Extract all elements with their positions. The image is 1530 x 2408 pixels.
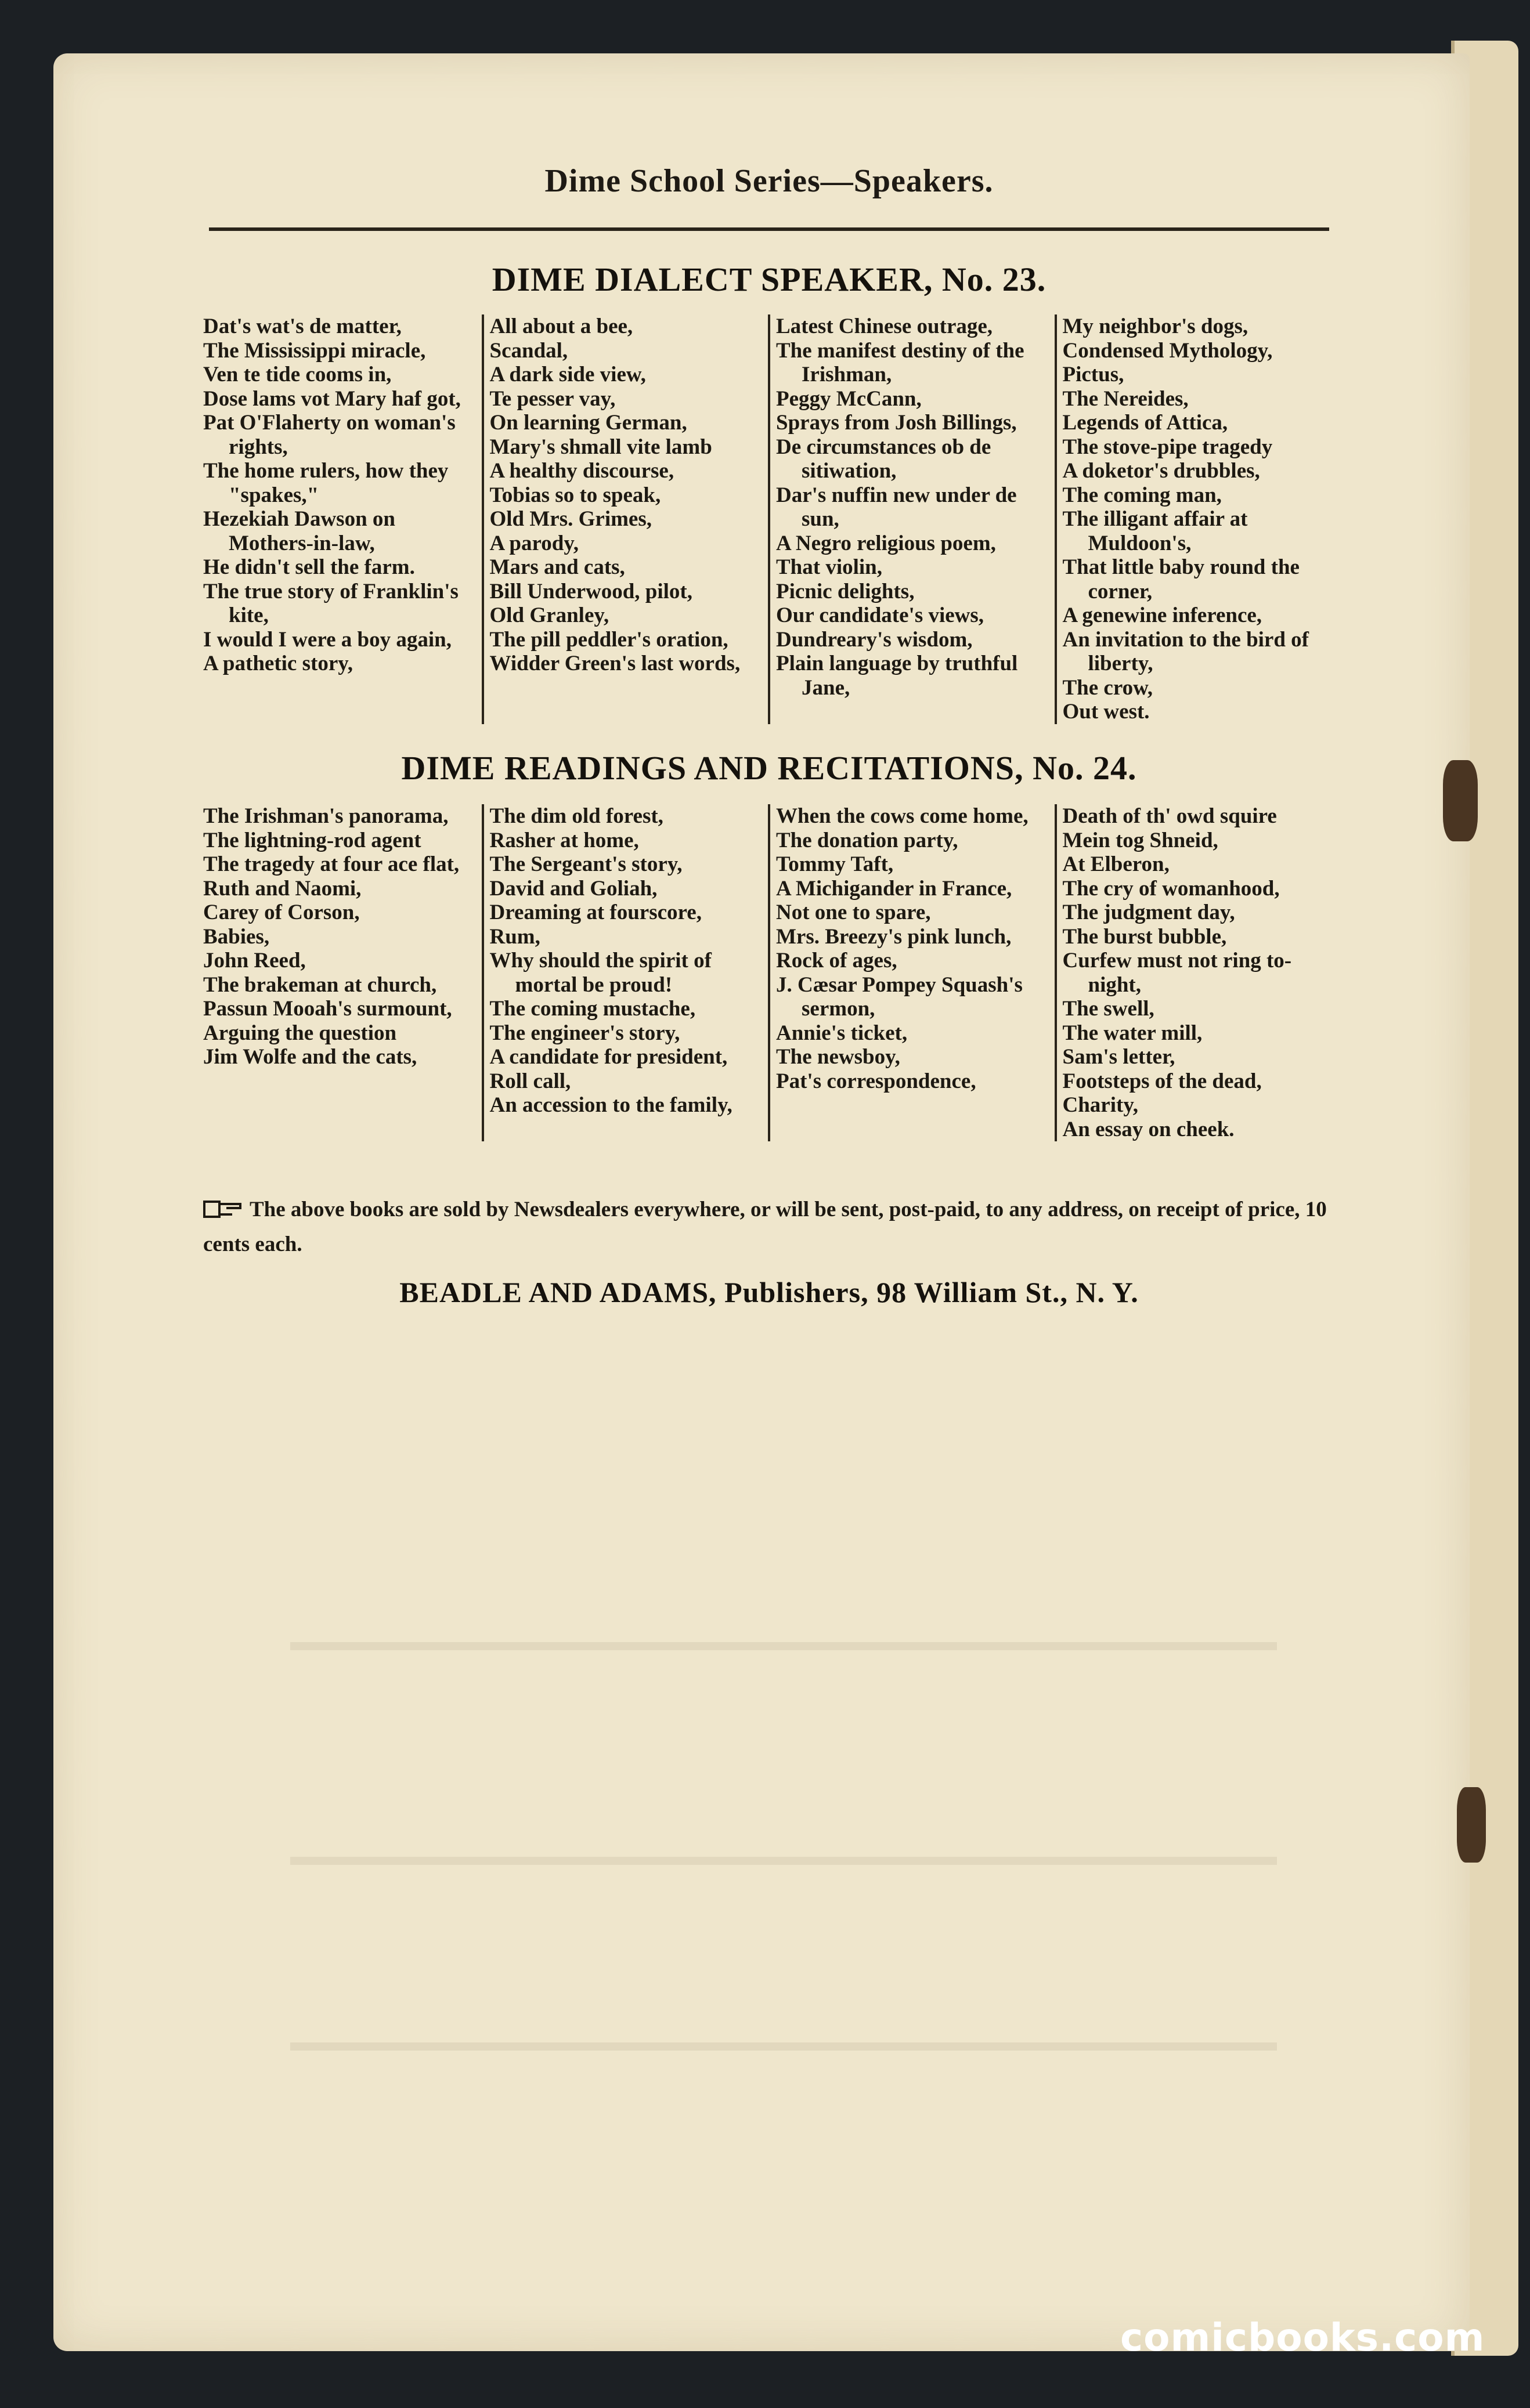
contents-column — [768, 804, 1055, 1141]
contents-entry: Latest Chinese outrage, — [776, 314, 993, 338]
contents-entry: Rum, — [489, 924, 540, 949]
contents-entry: The Mississippi miracle, — [203, 338, 426, 363]
contents-entry: Tommy Taft, — [776, 852, 894, 876]
contents-entry: Dat's wat's de matter, — [203, 314, 402, 338]
contents-entry: Pat O'Flaherty on woman's rights, — [203, 411, 456, 459]
contents-entry: The dim old forest, — [489, 804, 663, 828]
contents-column — [1055, 314, 1341, 724]
contents-entry: Ruth and Naomi, — [203, 876, 362, 901]
contents-entry: Dundreary's wisdom, — [776, 627, 973, 652]
section-title-readings-recitations: DIME READINGS AND RECITATIONS, No. 24. — [401, 749, 1137, 787]
contents-entry: Te pesser vay, — [489, 386, 616, 411]
contents-entry: I would I were a boy again, — [203, 627, 452, 652]
site-watermark: comicbooks.com — [1120, 2315, 1485, 2360]
contents-entry: Curfew must not ring to-night, — [1062, 949, 1292, 997]
contents-entry: Carey of Corson, — [203, 901, 360, 924]
readings-recitations-contents — [197, 804, 1341, 1141]
contents-entry: Scandal, — [489, 338, 568, 363]
contents-entry: Pat's correspondence, — [776, 1069, 976, 1093]
running-head: Dime School Series—Speakers. — [544, 163, 994, 199]
contents-entry: The donation party, — [776, 828, 958, 852]
contents-entry: Dreaming at fourscore, — [489, 901, 702, 924]
contents-entry: The water mill, — [1062, 1021, 1203, 1045]
contents-entry: A Negro religious poem, — [776, 531, 996, 555]
contents-entry: The tragedy at four ace flat, — [203, 852, 460, 876]
contents-entry: A Michigander in France, — [776, 876, 1012, 901]
contents-entry: Arguing the question — [203, 1021, 397, 1045]
contents-entry: Our candidate's views, — [776, 603, 984, 627]
contents-entry: The coming man, — [1062, 483, 1222, 507]
contents-entry: An invitation to the bird of liberty, — [1062, 627, 1309, 675]
contents-entry: The burst bubble, — [1062, 924, 1227, 949]
sales-notice — [203, 1192, 1341, 1262]
contents-entry: Old Granley, — [489, 603, 609, 627]
contents-entry: That violin, — [776, 555, 882, 579]
contents-entry: Mein tog Shneid, — [1062, 828, 1218, 852]
contents-entry: Condensed Mythology, — [1062, 338, 1273, 363]
contents-entry: The newsboy, — [776, 1045, 900, 1069]
contents-entry: The stove-pipe tragedy — [1062, 435, 1273, 459]
contents-entry: On learning German, — [489, 411, 687, 435]
contents-entry: Pictus, — [1062, 363, 1124, 386]
contents-column — [482, 804, 768, 1141]
contents-entry: A pathetic story, — [203, 652, 353, 675]
contents-entry: John Reed, — [203, 949, 306, 972]
contents-entry: All about a bee, — [489, 314, 633, 338]
contents-entry: Annie's ticket, — [776, 1021, 908, 1045]
contents-entry: Out west. — [1062, 700, 1150, 724]
contents-entry: My neighbor's dogs, — [1062, 314, 1248, 338]
contents-entry: Babies, — [203, 924, 270, 949]
contents-entry: Legends of Attica, — [1062, 411, 1228, 435]
contents-entry: A parody, — [489, 531, 579, 555]
contents-entry: When the cows come home, — [776, 804, 1029, 828]
contents-column — [768, 314, 1055, 724]
contents-entry: Mrs. Breezy's pink lunch, — [776, 924, 1012, 949]
contents-entry: Not one to spare, — [776, 901, 931, 924]
contents-entry: Picnic delights, — [776, 579, 915, 603]
section-title-dialect-speaker: DIME DIALECT SPEAKER, No. 23. — [492, 261, 1047, 298]
show-through-text — [290, 2042, 1277, 2051]
contents-entry: Rasher at home, — [489, 828, 639, 852]
contents-entry: Widder Green's last words, — [489, 652, 741, 675]
contents-entry: A dark side view, — [489, 363, 646, 386]
contents-entry: Hezekiah Dawson on Mothers-in-law, — [203, 507, 395, 555]
contents-entry: Bill Underwood, pilot, — [489, 579, 692, 603]
contents-entry: The Irishman's panorama, — [203, 804, 449, 828]
dialect-speaker-contents — [197, 314, 1341, 724]
contents-entry: The pill peddler's oration, — [489, 627, 728, 652]
sales-notice-text: The above books are sold by Newsdealers everywhere, or will be sent, post-paid, to any address, on receipt of price, 10 cents each. — [203, 1198, 1327, 1256]
contents-entry: Why should the spirit of mortal be proud! — [489, 949, 712, 997]
binding-damage — [1443, 760, 1478, 841]
contents-entry: The coming mustache, — [489, 997, 696, 1021]
contents-entry: The swell, — [1062, 997, 1154, 1021]
contents-entry: The true story of Franklin's kite, — [203, 579, 459, 627]
contents-entry: The illigant affair at Muldoon's, — [1062, 507, 1248, 555]
contents-entry: The manifest destiny of the Irishman, — [776, 338, 1024, 386]
contents-entry: An essay on cheek. — [1062, 1117, 1235, 1141]
contents-column — [482, 314, 768, 724]
binding-damage — [1457, 1787, 1486, 1863]
contents-entry: Mary's shmall vite lamb — [489, 435, 712, 459]
contents-entry: Plain language by truthful Jane, — [776, 652, 1018, 700]
contents-entry: Rock of ages, — [776, 949, 897, 972]
contents-entry: David and Goliah, — [489, 876, 658, 901]
contents-entry: The Sergeant's story, — [489, 852, 683, 876]
contents-column — [197, 804, 482, 1141]
contents-entry: Sam's letter, — [1062, 1045, 1175, 1069]
contents-entry: Peggy McCann, — [776, 386, 922, 411]
publisher-imprint: BEADLE AND ADAMS, Publishers, 98 William St., N. Y. — [399, 1276, 1139, 1308]
contents-entry: Roll call, — [489, 1069, 571, 1093]
contents-entry: Jim Wolfe and the cats, — [203, 1045, 417, 1069]
contents-entry: The engineer's story, — [489, 1021, 680, 1045]
contents-entry: J. Cæsar Pompey Squash's sermon, — [776, 972, 1023, 1021]
contents-entry: An accession to the family, — [489, 1093, 732, 1117]
contents-entry: A candidate for president, — [489, 1045, 728, 1069]
contents-entry: A genewine inference, — [1062, 603, 1262, 627]
contents-column — [1055, 804, 1341, 1141]
contents-entry: The brakeman at church, — [203, 972, 437, 997]
contents-entry: The judgment day, — [1062, 901, 1235, 924]
contents-entry: Death of th' owd squire — [1062, 804, 1277, 828]
contents-entry: Mars and cats, — [489, 555, 625, 579]
header-rule — [209, 227, 1329, 231]
contents-entry: At Elberon, — [1062, 852, 1170, 876]
contents-entry: That little baby round the corner, — [1062, 555, 1300, 603]
contents-entry: A healthy discourse, — [489, 459, 674, 483]
contents-entry: A doketor's drubbles, — [1062, 459, 1260, 483]
contents-entry: Old Mrs. Grimes, — [489, 507, 652, 531]
contents-entry: The cry of womanhood, — [1062, 876, 1280, 901]
contents-entry: The home rulers, how they "spakes," — [203, 459, 449, 507]
contents-entry: Sprays from Josh Billings, — [776, 411, 1017, 435]
contents-entry: Dose lams vot Mary haf got, — [203, 386, 461, 411]
contents-entry: The lightning-rod agent — [203, 828, 421, 852]
contents-entry: Charity, — [1062, 1093, 1139, 1117]
contents-entry: Ven te tide cooms in, — [203, 363, 392, 386]
contents-entry: Dar's nuffin new under de sun, — [776, 483, 1017, 531]
pointing-hand-icon — [203, 1197, 244, 1220]
contents-entry: Tobias so to speak, — [489, 483, 661, 507]
contents-entry: Passun Mooah's surmount, — [203, 997, 452, 1021]
contents-column — [197, 314, 482, 724]
contents-entry: He didn't sell the farm. — [203, 555, 415, 579]
show-through-text — [290, 1857, 1277, 1865]
contents-entry: The crow, — [1062, 675, 1153, 700]
contents-entry: Footsteps of the dead, — [1062, 1069, 1262, 1093]
show-through-text — [290, 1642, 1277, 1650]
contents-entry: De circumstances ob de sitiwation, — [776, 435, 991, 483]
contents-entry: The Nereides, — [1062, 386, 1189, 411]
